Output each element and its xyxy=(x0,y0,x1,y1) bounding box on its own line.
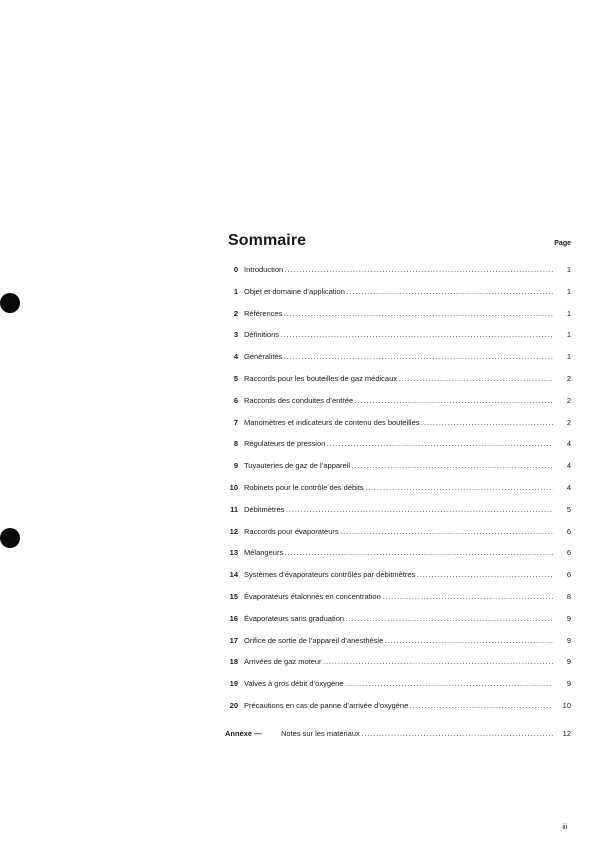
toc-entry-page: 1 xyxy=(566,286,571,296)
toc-entry-page: 5 xyxy=(566,504,571,514)
toc-annexe-label: Notes sur les matériaux . . . xyxy=(281,728,553,740)
toc-entry-page: 2 xyxy=(566,395,571,405)
punch-hole-bottom xyxy=(0,528,20,548)
toc-entry xyxy=(225,700,573,712)
toc-entry-label: Évaporateurs sans graduation . . . xyxy=(244,613,553,625)
toc-entry-page: 9 xyxy=(566,657,571,667)
toc-entry-label: Tuyauteries de gaz de l’appareil . . . xyxy=(244,460,553,472)
toc-entry xyxy=(225,329,573,341)
toc-entry-number: 5 xyxy=(233,374,238,383)
toc-entry-page: 10 xyxy=(562,701,571,710)
toc-entry-number: 16 xyxy=(229,613,238,623)
toc-entry xyxy=(225,526,573,538)
toc-entry-page: 4 xyxy=(566,461,571,471)
toc-entry-label: Orifice de sortie de l’appareil d’anesthésie . . . xyxy=(244,635,553,647)
toc-entry-page: 9 xyxy=(566,613,571,623)
toc-entry-page: 6 xyxy=(566,570,571,580)
toc-entry-label: Débitmètres . . . xyxy=(244,504,553,516)
toc-entry-page: 4 xyxy=(566,439,571,449)
toc-entry-page: 9 xyxy=(566,679,571,689)
toc-entry-label: Généralités . . . xyxy=(244,351,553,363)
toc-entry-page: 1 xyxy=(566,265,571,274)
page-folio: iii xyxy=(562,824,567,831)
toc-entry-number: 19 xyxy=(229,679,238,689)
toc-annexe-entry xyxy=(225,728,573,740)
toc-entry xyxy=(225,678,573,690)
toc-entry-number: 17 xyxy=(229,635,238,645)
toc-entry xyxy=(225,264,573,276)
toc-title: Sommaire xyxy=(228,232,307,249)
toc-entry xyxy=(225,656,573,668)
toc-entry xyxy=(225,286,573,298)
toc-entry-label: Évaporateurs étalonnés en concentration . . . xyxy=(244,591,553,603)
toc-entry-number: 2 xyxy=(233,308,238,318)
toc-page-column-label: Page xyxy=(554,240,571,247)
toc-entry-label: Manomètres et indicateurs de contenu des bouteilles . . . xyxy=(244,417,553,429)
toc-entry-number: 0 xyxy=(233,265,238,274)
toc-annexe-page: 12 xyxy=(562,728,571,738)
toc-entry xyxy=(225,373,573,385)
toc-entry-number: 6 xyxy=(233,395,238,405)
toc-entry-number: 13 xyxy=(229,548,238,558)
toc-header xyxy=(225,232,573,258)
toc-entry-number: 1 xyxy=(233,286,238,296)
toc-entry-number: 20 xyxy=(229,701,238,710)
toc-entry-label: Références . . . xyxy=(244,308,553,320)
toc-entry xyxy=(225,438,573,450)
toc-entry-page: 6 xyxy=(566,548,571,558)
toc-entry xyxy=(225,351,573,363)
toc-entry-page: 8 xyxy=(566,592,571,601)
toc-entry xyxy=(225,591,573,603)
toc-entry-page: 2 xyxy=(566,417,571,427)
toc-annexe-prefix: Annexe — xyxy=(225,728,262,738)
toc-entry-label: Systèmes d’évaporateurs contrôlés par débitmètres . . . xyxy=(244,569,553,581)
toc-entry-label: Introduction . . . xyxy=(244,264,553,276)
toc-entry-number: 4 xyxy=(233,352,238,362)
toc-entry-label: Mélangeurs . . . xyxy=(244,547,553,559)
toc-entry xyxy=(225,308,573,320)
punch-hole-top xyxy=(0,293,20,313)
toc-entry xyxy=(225,395,573,407)
toc-entry-number: 18 xyxy=(229,657,238,667)
toc-entry-number: 7 xyxy=(233,417,238,427)
toc-entry-page: 1 xyxy=(566,352,571,362)
toc-entry xyxy=(225,460,573,472)
toc-entry xyxy=(225,635,573,647)
toc-entry-number: 10 xyxy=(229,483,238,492)
toc-entry-label: Raccords pour évaporateurs . . . xyxy=(244,526,553,538)
toc-entry xyxy=(225,547,573,559)
toc-entry-page: 1 xyxy=(566,308,571,318)
toc-entry-number: 14 xyxy=(229,570,238,580)
toc-entry xyxy=(225,417,573,429)
toc-entry-page: 9 xyxy=(566,635,571,645)
toc-entry-number: 11 xyxy=(230,504,238,514)
toc-entry-page: 2 xyxy=(566,374,571,383)
toc-entry xyxy=(225,613,573,625)
toc-entry-page: 4 xyxy=(566,483,571,492)
toc-entry-number: 8 xyxy=(233,439,238,449)
toc-entry-number: 15 xyxy=(229,592,238,601)
toc-entry-label: Objet et domaine d’application . . . xyxy=(244,286,553,298)
table-of-contents xyxy=(225,232,573,738)
toc-entry-label: Raccords des conduites d’entrée . . . xyxy=(244,395,553,407)
toc-entry xyxy=(225,482,573,494)
toc-entry-number: 12 xyxy=(229,526,238,536)
toc-entry-label: Raccords pour les bouteilles de gaz médicaux . . . xyxy=(244,373,553,385)
toc-entry-label: Régulateurs de pression . . . xyxy=(244,438,553,450)
toc-entry-page: 6 xyxy=(566,526,571,536)
toc-entry xyxy=(225,504,573,516)
toc-entry-page: 1 xyxy=(566,330,571,340)
toc-entry-number: 9 xyxy=(233,461,238,471)
toc-entry-label: Définitions . . . xyxy=(244,329,553,341)
toc-entry-label: Précautions en cas de panne d’arrivée d’oxygène . . . xyxy=(244,700,553,712)
toc-entry xyxy=(225,569,573,581)
toc-entry-label: Robinets pour le contrôle des débits . . . xyxy=(244,482,553,494)
toc-entry-number: 3 xyxy=(233,330,238,340)
toc-entry-label: Valves à gros débit d’oxygène . . . xyxy=(244,678,553,690)
toc-entry-label: Arrivées de gaz moteur . . . xyxy=(244,656,553,668)
